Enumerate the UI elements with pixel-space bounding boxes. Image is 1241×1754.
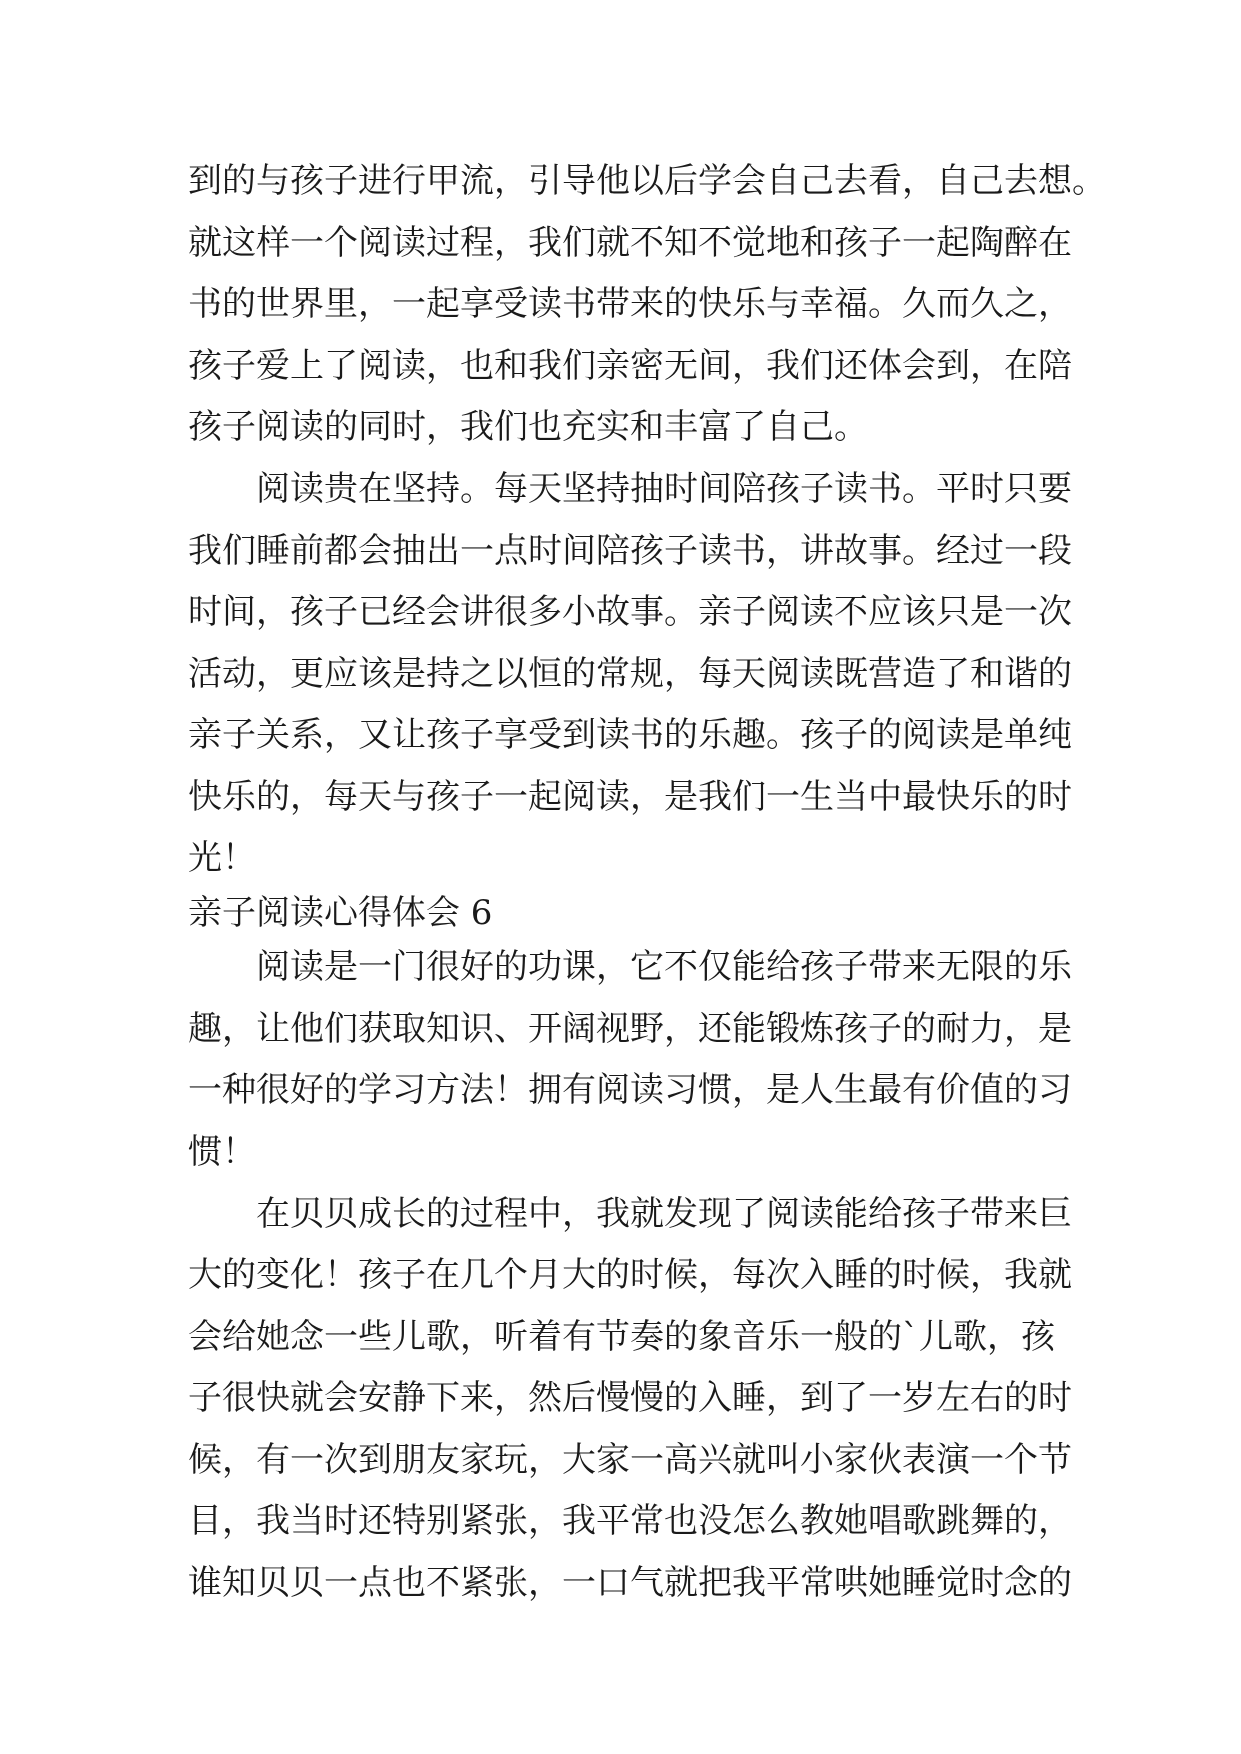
text-line: 就这样一个阅读过程，我们就不知不觉地和孩子一起陶醉在 — [188, 223, 1072, 263]
text-line: 候，有一次到朋友家玩，大家一高兴就叫小家伙表演一个节 — [188, 1440, 1072, 1480]
text-line: 活动，更应该是持之以恒的常规，每天阅读既营造了和谐的 — [188, 654, 1072, 694]
text-line: 谁知贝贝一点也不紧张，一口气就把我平常哄她睡觉时念的 — [188, 1563, 1072, 1603]
text-line: 亲子关系，又让孩子享受到读书的乐趣。孩子的阅读是单纯 — [188, 715, 1072, 755]
text-line: 我们睡前都会抽出一点时间陪孩子读书，讲故事。经过一段 — [188, 531, 1072, 571]
paragraph-start-line: 阅读是一门很好的功课，它不仅能给孩子带来无限的乐 — [256, 947, 1072, 987]
text-line: 到的与孩子进行甲流，引导他以后学会自己去看，自己去想。 — [188, 161, 1106, 201]
text-line: 孩子爱上了阅读，也和我们亲密无间，我们还体会到，在陪 — [188, 346, 1072, 386]
text-line: 快乐的，每天与孩子一起阅读，是我们一生当中最快乐的时 — [188, 777, 1072, 817]
text-line: 子很快就会安静下来，然后慢慢的入睡，到了一岁左右的时 — [188, 1378, 1072, 1418]
text-line: 会给她念一些儿歌，听着有节奏的象音乐一般的`儿歌，孩 — [188, 1317, 1055, 1357]
text-line: 大的变化！孩子在几个月大的时候，每次入睡的时候，我就 — [188, 1255, 1072, 1295]
paragraph-start-line: 在贝贝成长的过程中，我就发现了阅读能给孩子带来巨 — [256, 1194, 1072, 1234]
section-heading: 亲子阅读心得体会 6 — [188, 893, 493, 933]
text-line: 趣，让他们获取知识、开阔视野，还能锻炼孩子的耐力，是 — [188, 1009, 1072, 1049]
text-line: 孩子阅读的同时，我们也充实和丰富了自己。 — [188, 407, 868, 447]
text-line: 一种很好的学习方法！拥有阅读习惯，是人生最有价值的习 — [188, 1070, 1072, 1110]
text-line: 书的世界里，一起享受读书带来的快乐与幸福。久而久之， — [188, 284, 1072, 324]
text-line: 惯！ — [188, 1132, 256, 1172]
text-line: 时间，孩子已经会讲很多小故事。亲子阅读不应该只是一次 — [188, 592, 1072, 632]
text-line: 光！ — [188, 838, 256, 878]
text-line: 目，我当时还特别紧张，我平常也没怎么教她唱歌跳舞的， — [188, 1501, 1072, 1541]
paragraph-start-line: 阅读贵在坚持。每天坚持抽时间陪孩子读书。平时只要 — [256, 469, 1072, 509]
